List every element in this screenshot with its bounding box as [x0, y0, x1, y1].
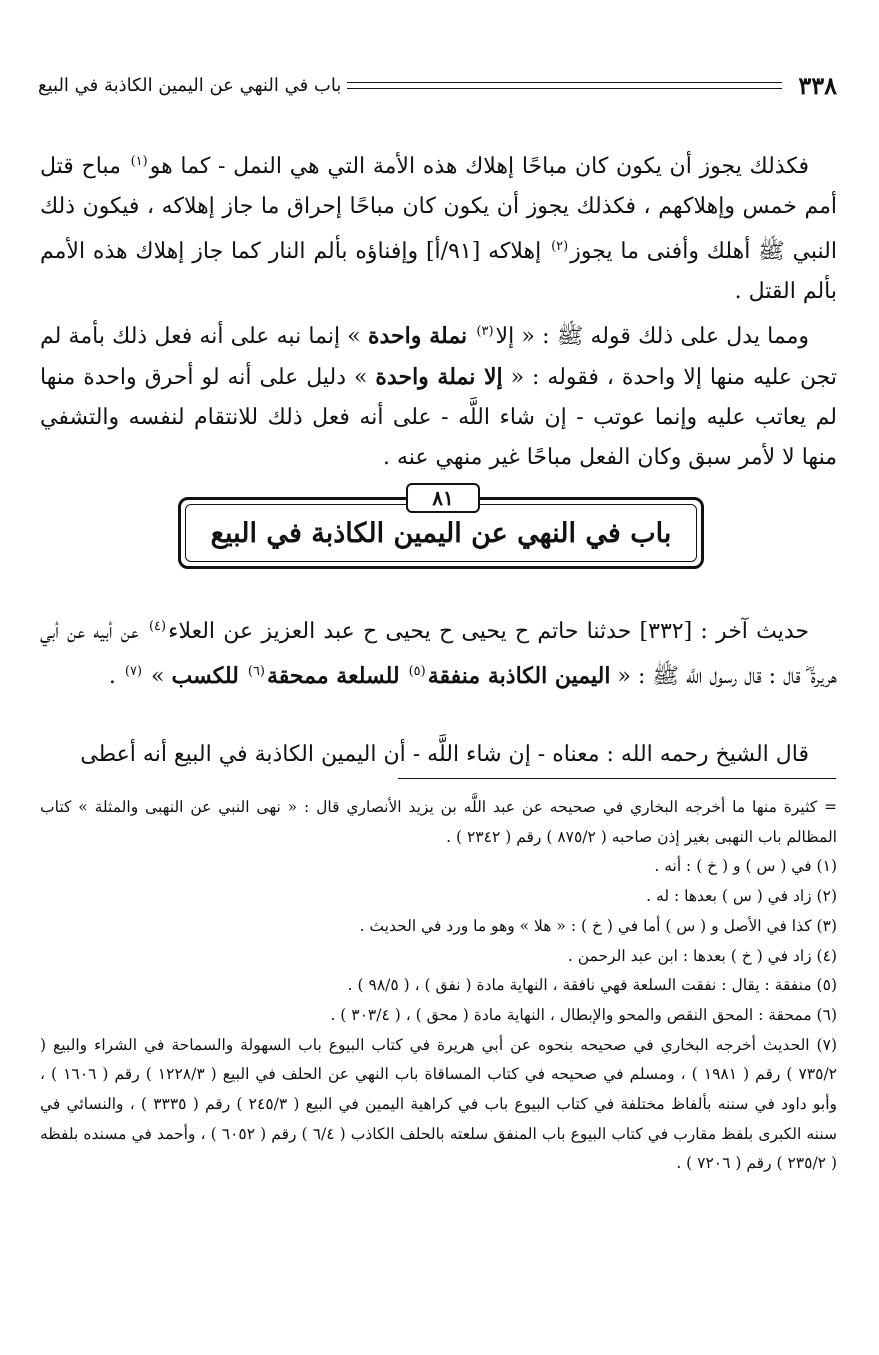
hadith-quote: اليمين الكاذبة منفقة	[427, 663, 611, 689]
body-paragraph-3	[40, 607, 837, 697]
p2-text-b: » إنما نبه على أنه فعل ذلك بأمة لم تجن عليه منها إلا واحدة ، فقوله : «	[40, 324, 838, 390]
hadith-quote: إلا نملة واحدة	[375, 364, 503, 390]
footnote-ref-7[interactable]: (٧)	[124, 664, 143, 679]
p3-text-a: حديث آخر : [٣٣٢] حدثنا حاتم ح يحيى ح يحيى ح عبد العزيز عن العلاء	[168, 619, 810, 644]
p1-text-a: فكذلك يجوز أن يكون كان مباحًا إهلاك هذه الأمة التي هي النمل - كما هو	[149, 154, 810, 179]
footnote-ref-6[interactable]: (٦)	[247, 664, 265, 679]
footnote-ref-2[interactable]: (٢)	[551, 239, 569, 254]
running-title: باب في النهي عن اليمين الكاذبة في البيع	[38, 74, 342, 96]
body-paragraph-4: قال الشيخ رحمه الله : معناه - إن شاء اللَّه - أن اليمين الكاذبة في البيع أنه أعطى	[80, 742, 809, 767]
footnote-continued: = كثيرة منها ما أخرجه البخاري في صحيحه عن عبد اللَّه بن يزيد الأنصاري قال : « نهى النبي عن النهبى والمثلة » كتاب المظالم باب النهبى بغير إذن صاحبه ( ٨٧٥/٢ ) رقم ( ٢٣٤٢ ) .	[40, 798, 837, 846]
page-header	[38, 70, 837, 100]
footnote-separator	[398, 778, 836, 779]
p1-text-b: مباح قتل أمم خمس وإهلاكهم ، فكذلك يجوز أن يكون كان مباحًا إحراق ما جاز إهلاكه ، فيكون ذلك النبي ﷺ أهلك وأفنى ما يجوز	[40, 154, 837, 264]
body-paragraph-2	[40, 312, 837, 478]
hadith-quote: للسلعة ممحقة	[267, 663, 400, 689]
footnote-1: (١) في ( س ) و ( خ ) : أنه .	[654, 857, 837, 876]
p3-text-d: .	[108, 664, 116, 689]
footnote-4: (٤) زاد في ( خ ) بعدها : ابن عبد الرحمن .	[567, 946, 837, 965]
footnote-ref-4[interactable]: (٤)	[148, 619, 167, 634]
footnote-3: (٣) كذا في الأصل و ( س ) أما في ( خ ) : « هلا » وهو ما ورد في الحديث .	[359, 916, 837, 935]
body-paragraph-1	[40, 142, 837, 312]
page-number: ٣٣٨	[798, 70, 837, 100]
footnotes	[40, 793, 837, 1179]
chapter-heading	[178, 483, 704, 569]
hadith-quote: للكسب	[171, 663, 239, 689]
footnote-ref-3[interactable]: (٣)	[476, 324, 494, 339]
chapter-title: باب في النهي عن اليمين الكاذبة في البيع	[185, 504, 697, 562]
p2-text-c: » دليل على أنه لو أحرق واحدة منها لم يعاتب عليه وإنما عوتب - إن شاء اللَّه - على أنه فعل ذلك للانتقام لنفسه والتشفي منها لا لأمر سبق وكان الفعل مباحًا غير منهي عنه .	[40, 365, 837, 470]
chapter-number: ٨١	[406, 483, 480, 513]
footnote-ref-1[interactable]: (١)	[130, 154, 148, 169]
footnote-7: (٧) الحديث أخرجه البخاري في صحيحه بنحوه عن أبي هريرة في كتاب البيوع باب السهولة والسماحة في الشراء والبيع ( ٧٣٥/٢ ) رقم ( ١٩٨١ ) ، ومسلم في صحيحه في كتاب المساقاة باب النهي عن الحلف في البيع ( ١٢٢٨/٣ ) رقم ( ١٦٠٦ ) ، وأبو داود في سننه بألفاظ مختلفة في كتاب البيوع باب في كراهية اليمين في البيع ( ٢٤٥/٣ ) رقم ( ٣٣٣٥ ) ، والنسائي في سننه الكبرى بلفظ مقارب في كتاب البيوع باب المنفق سلعته بالحلف الكاذب ( ٦/٤ ) رقم ( ٦٠٥٢ ) ، وأحمد في مسنده بلفظه ( ٢٣٥/٢ ) رقم ( ٧٢٠٦ ) .	[40, 1035, 838, 1173]
p2-text-a: ومما يدل على ذلك قوله ﷺ : « إلا	[495, 324, 809, 349]
header-rule	[347, 82, 782, 89]
p1-text-c: إهلاكه [٩١/أ] وإفناؤه بألم النار كما جاز إهلاك هذه الأمم بألم القتل .	[40, 239, 837, 304]
p3-text-b: عن أبيه عن أبي هريرة ؓ قال : قال رسول اللَّه ﷺ : «	[40, 619, 837, 689]
footnote-ref-5[interactable]: (٥)	[408, 664, 426, 679]
footnote-2: (٢) زاد في ( س ) بعدها : له .	[646, 887, 837, 906]
hadith-quote: نملة واحدة	[367, 323, 468, 349]
p3-text-c: »	[151, 664, 165, 689]
footnote-6: (٦) ممحقة : المحق النقص والمحو والإبطال ، النهاية مادة ( محق ) ، ( ٣٠٣/٤ ) .	[330, 1005, 837, 1024]
footnote-5: (٥) منفقة : يقال : نفقت السلعة فهي نافقة ، النهاية مادة ( نفق ) ، ( ٩٨/٥ ) .	[347, 976, 837, 995]
